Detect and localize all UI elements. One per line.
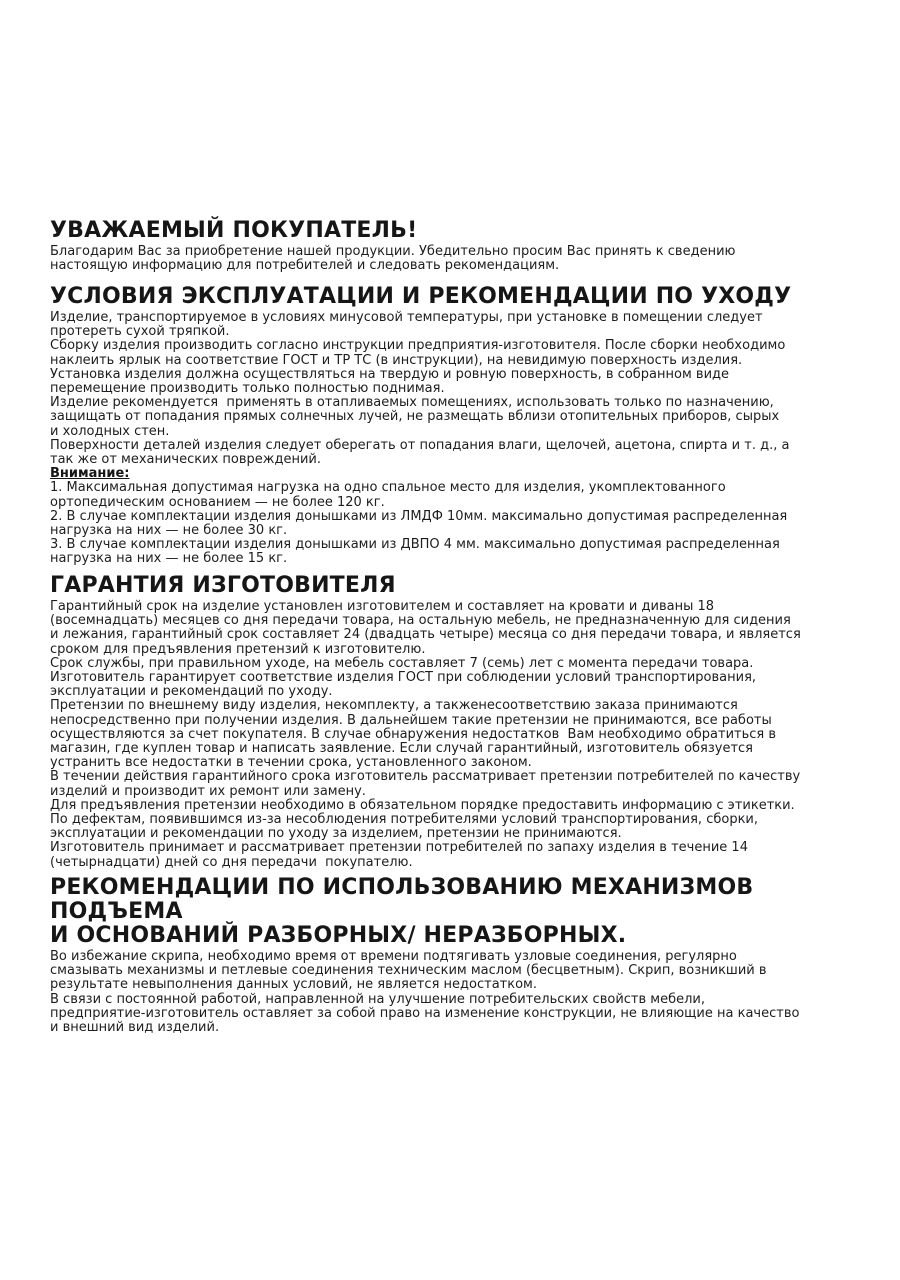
usage-paragraphs: Изделие, транспортируемое в условиях минусовой температуры, при установке в помещении следует протереть сухой тряпкой. Сборку изделия производить согласно инструкции предприятия-изготовителя. После сборки необходимо наклеить ярлык на соответствие ГОСТ и ТР ТС (в инструкции), на невидимую поверхность изделия. Установка изделия должна осуществляться на твердую и ровную поверхность, в собранном виде перемещение производить только полностью поднимая. Изделие рекомендуется применять в отапливаемых помещениях, использовать только по назначению, защищать от попадания прямых солнечных лучей, не размещать вблизи отопительных приборов, сырых и холодных стен. Поверхности деталей изделия следует оберегать от попадания влаги, щелочей, ацетона, спирта и т. д., а так же от механических повреждений.: [50, 310, 790, 468]
section-usage-conditions: [50, 285, 872, 567]
usage-heading: УСЛОВИЯ ЭКСПЛУАТАЦИИ И РЕКОМЕНДАЦИИ ПО УХОДУ: [50, 284, 792, 309]
warning-items-list: 1. Максимальная допустимая нагрузка на одно спальное место для изделия, укомплектованного ортопедическим основанием — не более 120 кг. 2. В случае комплектации изделия донышками из ЛМДФ 10мм. максимально допустимая распределенная нагрузка на них — не более 30 кг. 3. В случае комплектации изделия донышками из ДВПО 4 мм. максимально допустимая распределенная нагрузка на них — не более 15 кг.: [50, 480, 788, 567]
warranty-heading: ГАРАНТИЯ ИЗГОТОВИТЕЛЯ: [50, 573, 396, 598]
warranty-paragraphs: Гарантийный срок на изделие установлен изготовителем и составляет на кровати и диваны 18 (восемнадцать) месяцев со дня передачи товара, на остальную мебель, не предназначенную для сидения и лежания, гарантийный срок составляет 24 (двадцать четыре) месяца со дня передачи товара, и является сроком для предъявления претензий к изготовителю. Срок службы, при правильном уходе, на мебель составляет 7 (семь) лет с момента передачи товара. Изготовитель гарантирует соответствие изделия ГОСТ при соблюдении условий транспортирования, эксплуатации и рекомендаций по уходу. Претензии по внешнему виду изделия, некомплекту, а такженесоответствию заказа принимаются непосредственно при получении изделия. В дальнейшем такие претензии не принимаются, все работы осуществляются за счет покупателя. В случае обнаружения недостатков Вам необходимо обратиться в магазин, где куплен товар и написать заявление. Если случай гарантийный, изготовитель обязуется устранить все недостатки в течении срока, установленного законом. В течении действия гарантийного срока изготовитель рассматривает претензии потребителей по качеству изделий и производит их ремонт или замену. Для предъявления претензии необходимо в обязательном порядке предоставить информацию с этикетки. По дефектам, появившимся из-за несоблюдения потребителями условий транспортирования, сборки, эксплуатации и рекомендации по уходу за изделием, претензии не принимаются. Изготовитель принимает и рассматривает претензии потребителей по запаху изделия в течение 14 (четырнадцати) дней со дня передачи покупателю.: [50, 599, 801, 870]
section-greeting: [50, 219, 872, 273]
section-mechanism-recommendations: [50, 876, 872, 1035]
mechanisms-paragraphs: Во избежание скрипа, необходимо время от времени подтягивать узловые соединения, регулярно смазывать механизмы и петлевые соединения техническим маслом (бесцветным). Скрип, возникший в результате невыполнения данных условий, не является недостатком. В связи с постоянной работой, направленной на улучшение потребительских свойств мебели, предприятие-изготовитель оставляет за собой право на изменение конструкции, не влияющие на качество и внешний вид изделий.: [50, 949, 800, 1036]
greeting-heading: УВАЖАЕМЫЙ ПОКУПАТЕЛЬ!: [50, 218, 418, 243]
greeting-paragraph: Благодарим Вас за приобретение нашей продукции. Убедительно просим Вас принять к сведению настоящую информацию для потребителей и следовать рекомендациям.: [50, 244, 736, 274]
mechanisms-heading: РЕКОМЕНДАЦИИ ПО ИСПОЛЬЗОВАНИЮ МЕХАНИЗМОВ ПОДЪЕМА И ОСНОВАНИЙ РАЗБОРНЫХ/ НЕРАЗБОРНЫХ.: [50, 875, 754, 948]
section-manufacturer-warranty: [50, 574, 872, 870]
warning-label: Внимание:: [50, 466, 130, 482]
